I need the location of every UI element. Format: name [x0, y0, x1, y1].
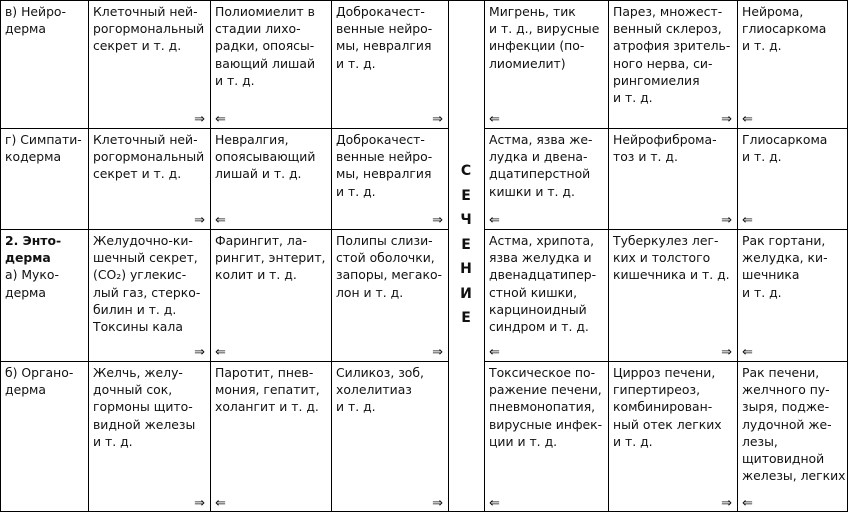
cell-text: Желудочно-ки- шечный секрет, (CO₂) углекис- лый газ, стерко- билин и т. д. Токсины кала [93, 233, 201, 335]
section-letter: Е [461, 310, 471, 326]
table-cell [331, 361, 448, 512]
cell-text: Желчь, желу- дочный сок, гормоны щито- видной железы и т. д. [93, 365, 196, 449]
section-letter: Е [461, 187, 471, 204]
table-cell [484, 229, 608, 361]
right-arrow-icon: ⇒ [721, 112, 732, 127]
table-cell [484, 0, 608, 128]
left-arrow-icon: ⇐ [742, 496, 753, 511]
right-arrow-icon: ⇒ [432, 345, 443, 360]
right-arrow-icon: ⇒ [194, 112, 205, 127]
table-cell [88, 229, 210, 361]
cell-text: Полиомиелит в стадии лихо- радки, опоясы- вающий лишай и т. д. [215, 4, 315, 88]
horizontal-rule [484, 361, 848, 362]
left-arrow-icon: ⇐ [489, 345, 500, 360]
cell-text: Астма, хрипота, язва желудка и двенадцатипер- стной кишки, карциноидный синдром и т. д. [489, 233, 597, 335]
table-cell [737, 128, 848, 229]
cell-text: Рак гортани, желудка, ки- шечника и т. д. [742, 233, 828, 300]
section-letter: Н [460, 261, 472, 277]
cell-text: Нейрофиброма- тоз и т. д. [613, 132, 717, 165]
cell-text: Фарингит, ла- рингит, энтерит, колит и т. д. [215, 233, 326, 283]
cell-text: Клеточный ней- рогормональный секрет и т. д. [93, 4, 205, 54]
cell-text: Нейрома, глиосаркома и т. д. [742, 4, 827, 54]
row-header-label: б) Органо- дерма [5, 365, 74, 398]
cell-text: Токсическое по- ражение печени, пневмонопатия, вирусные инфек- ции и т. д. [489, 365, 603, 449]
cell-text: Клеточный ней- рогормональный секрет и т. д. [93, 132, 205, 182]
table-cell [484, 361, 608, 512]
table-cell [737, 0, 848, 128]
cell-text: Доброкачест- венные нейро- мы, невралгия и т. д. [336, 4, 433, 71]
table-cell [331, 229, 448, 361]
table-cell [210, 361, 331, 512]
right-arrow-icon: ⇒ [432, 112, 443, 127]
horizontal-rule [0, 229, 448, 230]
table-cell [210, 229, 331, 361]
table-cell [608, 128, 737, 229]
table-cell [608, 0, 737, 128]
vertical-rule [331, 0, 332, 512]
section-letter: И [460, 285, 472, 302]
right-arrow-icon: ⇒ [194, 213, 205, 228]
row-header-bold: 2. Энто- дерма [5, 233, 62, 266]
left-arrow-icon: ⇐ [489, 213, 500, 228]
right-arrow-icon: ⇒ [194, 345, 205, 360]
cell-text: Парез, множест- венный склероз, атрофия зритель- ного нерва, си- рингомиелия и т. д. [613, 4, 731, 106]
cell-text: Паротит, пнев- мония, гепатит, холангит и т. д. [215, 365, 320, 415]
vertical-rule [608, 0, 609, 512]
row-header-text [5, 364, 85, 398]
section-divider-label [448, 159, 484, 331]
table-cell [210, 0, 331, 128]
cell-text: Рак печени, желчного пу- зыря, подже- лудочной же- лезы, щитовидной железы, легких [742, 365, 846, 484]
vertical-rule [210, 0, 211, 512]
table-cell [737, 229, 848, 361]
table-cell [484, 128, 608, 229]
row-header-label: а) Муко- дерма [5, 267, 59, 300]
vertical-rule [737, 0, 738, 512]
left-arrow-icon: ⇐ [215, 345, 226, 360]
cell-text: Глиосаркома и т. д. [742, 132, 828, 165]
section-letter: С [460, 163, 472, 179]
cell-text: Силикоз, зоб, холелитиаз и т. д. [336, 365, 424, 415]
row-header-label: в) Нейро- дерма [5, 4, 66, 37]
left-arrow-icon: ⇐ [742, 112, 753, 127]
cell-text: Доброкачест- венные нейро- мы, невралгия и т. д. [336, 132, 433, 199]
cell-text: Мигрень, тик и т. д., вирусные инфекции (по- лиомиелит) [489, 4, 600, 71]
row-header-label: г) Симпати- кодерма [5, 132, 82, 165]
right-arrow-icon: ⇒ [721, 213, 732, 228]
row-header-cell [0, 361, 88, 512]
table-cell [331, 128, 448, 229]
horizontal-rule [484, 229, 848, 230]
vertical-rule [88, 0, 89, 512]
horizontal-rule [0, 0, 848, 1]
vertical-rule [484, 0, 485, 512]
section-letter: Ч [460, 212, 472, 228]
table-cell [608, 361, 737, 512]
left-arrow-icon: ⇐ [489, 112, 500, 127]
table-cell [608, 229, 737, 361]
cell-text: Цирроз печени, гипертиреоз, комбинирован- ный отек легких и т. д. [613, 365, 722, 449]
table-cell [737, 361, 848, 512]
right-arrow-icon: ⇒ [432, 213, 443, 228]
left-arrow-icon: ⇐ [489, 496, 500, 511]
row-header-text [5, 232, 85, 301]
horizontal-rule [484, 128, 848, 129]
cell-text: Невралгия, опоясывающий лишай и т. д. [215, 132, 316, 182]
cell-text: Астма, язва же- лудка и двена- дцатиперстной кишки и т. д. [489, 132, 593, 199]
row-header-cell [0, 0, 88, 128]
table-cell [88, 0, 210, 128]
table-cell [331, 0, 448, 128]
row-header-text [5, 3, 85, 37]
right-arrow-icon: ⇒ [721, 496, 732, 511]
section-letter: Е [461, 236, 471, 253]
left-arrow-icon: ⇐ [215, 496, 226, 511]
row-header-cell [0, 229, 88, 361]
cell-text: Полипы слизи- стой оболочки, запоры, мегако- лон и т. д. [336, 233, 442, 300]
horizontal-rule [0, 361, 448, 362]
horizontal-rule [0, 128, 448, 129]
right-arrow-icon: ⇒ [721, 345, 732, 360]
left-arrow-icon: ⇐ [215, 112, 226, 127]
left-arrow-icon: ⇐ [742, 345, 753, 360]
row-header-cell [0, 128, 88, 229]
table-cell [210, 128, 331, 229]
left-arrow-icon: ⇐ [215, 213, 226, 228]
vertical-rule [0, 0, 1, 512]
row-header-text [5, 131, 85, 165]
right-arrow-icon: ⇒ [194, 496, 205, 511]
left-arrow-icon: ⇐ [742, 213, 753, 228]
table-cell [88, 361, 210, 512]
table-cell [88, 128, 210, 229]
right-arrow-icon: ⇒ [432, 496, 443, 511]
cell-text: Туберкулез лег- ких и толстого кишечника и т. д. [613, 233, 730, 283]
